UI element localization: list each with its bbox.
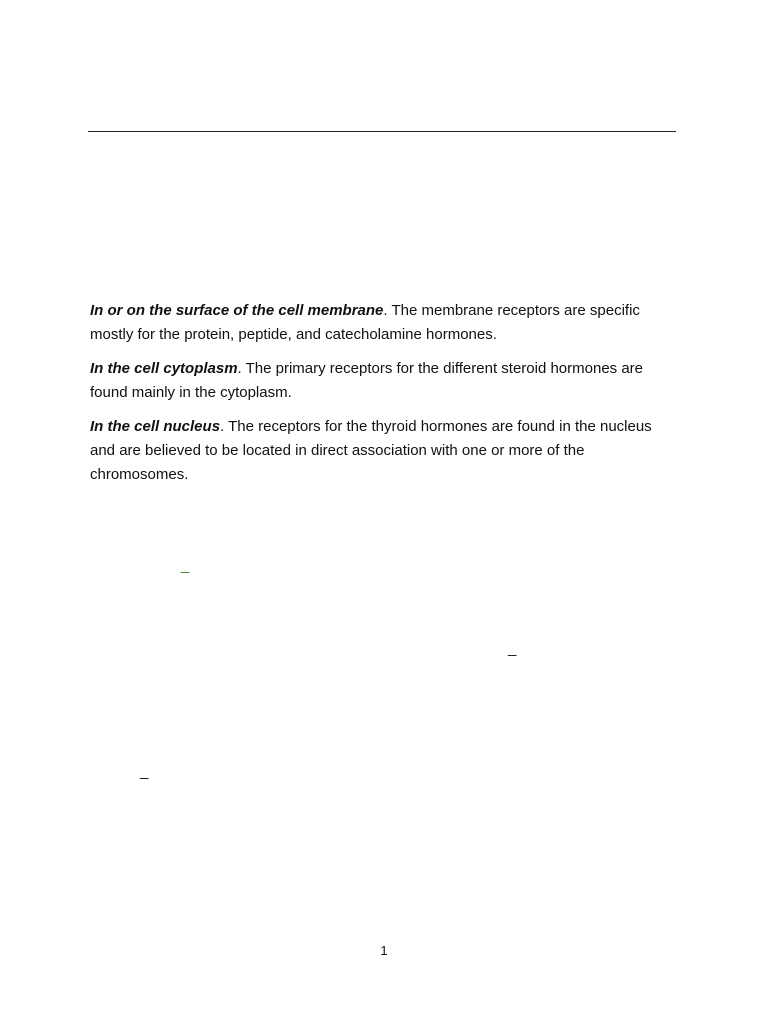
- paragraph-lead: In the cell nucleus: [90, 418, 221, 435]
- header-rule: [88, 131, 676, 132]
- green-underscore-mark: _: [181, 557, 190, 574]
- paragraph-cell-cytoplasm: [90, 357, 680, 405]
- page-number: 1: [380, 943, 388, 958]
- paragraph-lead: In or on the surface of the cell membrane: [90, 302, 384, 319]
- underscore-mark: _: [508, 640, 517, 657]
- paragraph-lead: In the cell cytoplasm: [90, 360, 238, 377]
- paragraph-text: . The primary receptors for the different steroid hormones are found mainly in the cytoplasm.: [90, 360, 644, 401]
- paragraph-cell-membrane: [90, 299, 680, 347]
- paragraph-cell-nucleus: [90, 415, 680, 487]
- paragraph-text: . The membrane receptors are specific mostly for the protein, peptide, and catecholamine hormones.: [90, 302, 640, 343]
- underscore-mark: _: [140, 763, 149, 780]
- paragraph-text: . The receptors for the thyroid hormones are found in the nucleus and are believed to be located in direct association with one or more of the chromosomes.: [90, 418, 652, 483]
- body-text: [90, 299, 680, 497]
